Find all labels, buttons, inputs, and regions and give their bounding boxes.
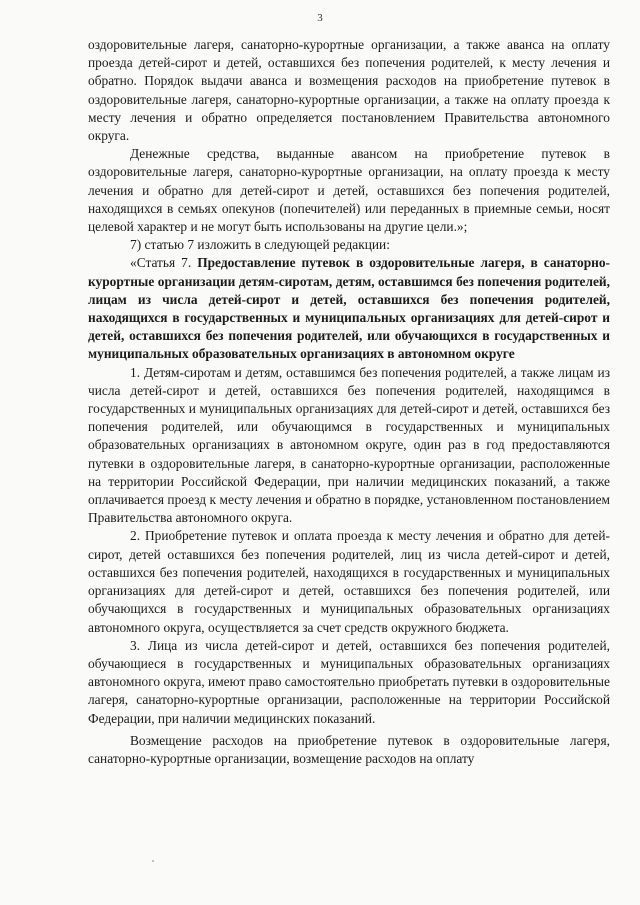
article-7-prefix: «Статья 7. [130,255,198,271]
scan-speck [152,860,154,862]
document-body [88,36,610,768]
paragraph-reimbursement: Возмещение расходов на приобретение путевок в оздоровительные лагеря, санаторно-курортные организации, возмещение расходов на оплату [88,732,610,766]
paragraph-continuation: оздоровительные лагеря, санаторно-курортные организации, а также аванса на оплату проезда детей-сирот и детей, оставшихся без попечения родителей, к месту лечения и обратно. Порядок выдачи аванса и возмещения расходов на приобретение путевок в оздоровительные лагеря, санаторно-курортные организации, а также на оплату проезда к месту лечения и обратно определяется постановлением Правительства автономного округа. [88,37,610,144]
article-7-clause-3: 3. Лица из числа детей-сирот и детей, оставшихся без попечения родителей, обучающиеся в государственных и муниципальных образовательных организациях автономного округа, имеют право самостоятельно приобретать путевки в оздоровительные лагеря, санаторно-курортные организации, расположенные на территории Российской Федерации, при наличии медицинских показаний. [88,637,610,726]
article-7-title: Предоставление путевок в оздоровительные лагеря, в санаторно-курортные организации детям-сиротам, детям, оставшимся без попечения родителей, лицам из числа детей-сирот и детей, оставшихся без попечения родителей, находящихся в государственных и муниципальных организациях для детей-сирот и детей, оставшихся без попечения родителей, или обучающихся в государственных и муниципальных образовательных организациях в автономном округе [88,255,611,362]
paragraph-item-7: 7) статью 7 изложить в следующей редакции: [130,237,390,253]
article-7-clause-2: 2. Приобретение путевок и оплата проезда к месту лечения и обратно для детей-сирот, детей оставшихся без попечения родителей, лиц из числа детей-сирот и детей, оставшихся без попечения родителей, находящихся в государственных и муниципальных организациях для детей-сирот и детей, оставшихся без попечения родителей, или обучающихся в государственных и муниципальных образовательных организациях автономного округа, осуществляется за счет средств окружного бюджета. [88,528,610,635]
article-7-heading [88,254,610,363]
article-7-clause-1: 1. Детям-сиротам и детям, оставшимся без попечения родителей, а также лицам из числа детей-сирот и детей, оставшихся без попечения родителей, находящимся в государственных и муниципальных организациях для детей-сирот и детей, оставшихся без попечения родителей, или обучающимся в государственных и муниципальных образовательных организациях в автономном округе, один раз в год предоставляются путевки в оздоровительные лагеря, в санаторно-курортные организации, расположенные на территории Российской Федерации, при наличии медицинских показаний, а также оплачивается проезд к месту лечения и обратно в порядке, установленном постановлением Правительства автономного округа. [88,364,610,526]
page-number: 3 [317,12,323,24]
paragraph-funds: Денежные средства, выданные авансом на приобретение путевок в оздоровительные лагеря, санаторно-курортные организации, на оплату проезда к месту лечения и обратно для детей-сирот и детей, оставшихся без попечения родителей, находящихся в семьях опекунов (попечителей) или переданных в приемные семьи, носят целевой характер и не могут быть использованы на другие цели.»; [88,146,610,235]
